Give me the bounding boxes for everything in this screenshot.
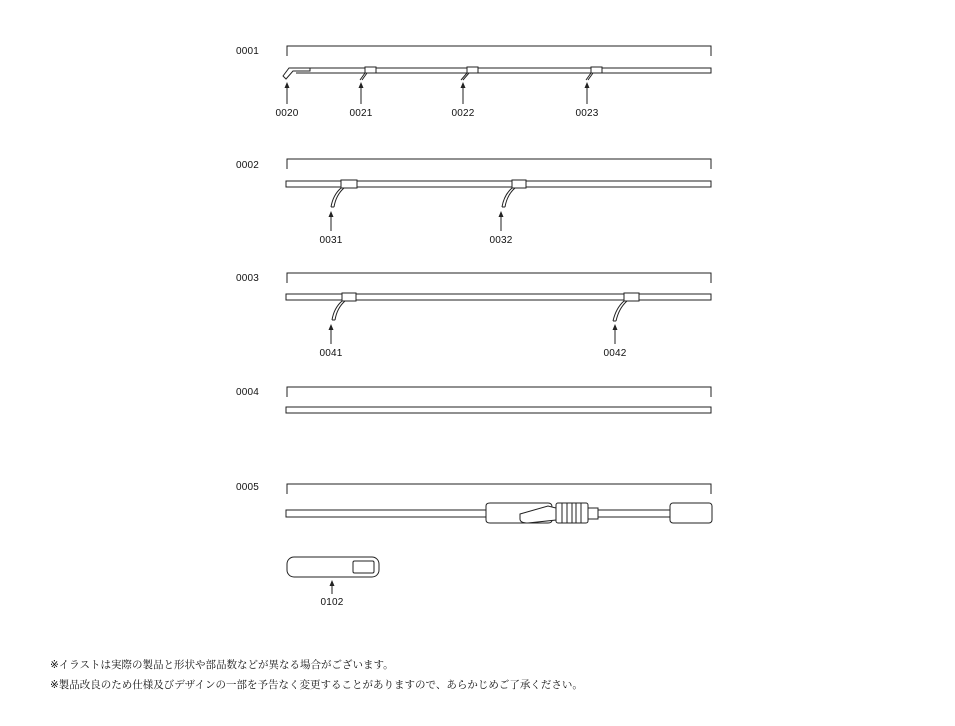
section-0001-blank [296, 68, 711, 73]
disclaimer-note-illustration: ※イラストは実際の製品と形状や部品数などが異なる場合がございます。 [50, 659, 394, 671]
reel-seat-body [588, 508, 598, 519]
section-0002-length-bracket [287, 159, 711, 169]
accessory-0102-drawing [287, 557, 379, 594]
section-label-0001: 0001 [236, 46, 260, 57]
part-label-0102: 0102 [320, 597, 344, 608]
section-0001-length-bracket [287, 46, 711, 56]
guide-0041-wrap [342, 293, 356, 301]
guide-0042-wrap [624, 293, 639, 301]
rear-grip [670, 503, 712, 523]
guide-0031-wrap [341, 180, 357, 188]
section-0003-arrowheads [329, 324, 618, 330]
section-label-0002: 0002 [236, 160, 260, 171]
guide-0021-wrap [365, 67, 376, 73]
guide-0021-foot [360, 73, 367, 80]
guide-0023-foot [586, 73, 593, 80]
part-label-0032: 0032 [489, 235, 513, 246]
guide-0031-frame [331, 188, 344, 207]
section-0004-length-bracket [287, 387, 711, 397]
section-0002-drawing [286, 159, 711, 231]
section-0005-drawing [286, 484, 712, 523]
guide-0032-frame [502, 188, 515, 207]
guide-0042-frame [613, 301, 627, 321]
part-label-0021: 0021 [349, 108, 373, 119]
section-0003-length-bracket [287, 273, 711, 283]
arrowhead-0102 [330, 580, 335, 586]
rod-belt-window [353, 561, 374, 573]
part-label-0031: 0031 [319, 235, 343, 246]
section-label-0004: 0004 [236, 387, 260, 398]
section-0005-blank-front [286, 510, 486, 517]
guide-0041-frame [332, 301, 345, 320]
part-label-0020: 0020 [275, 108, 299, 119]
section-0004-blank [286, 407, 711, 413]
guide-0032-wrap [512, 180, 526, 188]
section-0005-length-bracket [287, 484, 711, 494]
guide-0022-wrap [467, 67, 478, 73]
disclaimer-note-specification: ※製品改良のため仕様及びデザインの一部を予告なく変更することがありますので、あらかじめご了承ください。 [50, 679, 583, 691]
part-label-0022: 0022 [451, 108, 475, 119]
part-label-0042: 0042 [603, 348, 627, 359]
rear-blank [598, 510, 672, 517]
section-0002-arrowheads [329, 211, 504, 217]
section-0004-drawing [286, 387, 711, 413]
part-label-0023: 0023 [575, 108, 599, 119]
section-label-0005: 0005 [236, 482, 260, 493]
section-0001-drawing [283, 46, 711, 104]
guide-0023-wrap [591, 67, 602, 73]
guide-0022-foot [461, 73, 469, 80]
section-0003-drawing [286, 273, 711, 344]
section-label-0003: 0003 [236, 273, 260, 284]
part-label-0041: 0041 [319, 348, 343, 359]
section-0001-arrowheads [285, 82, 590, 88]
